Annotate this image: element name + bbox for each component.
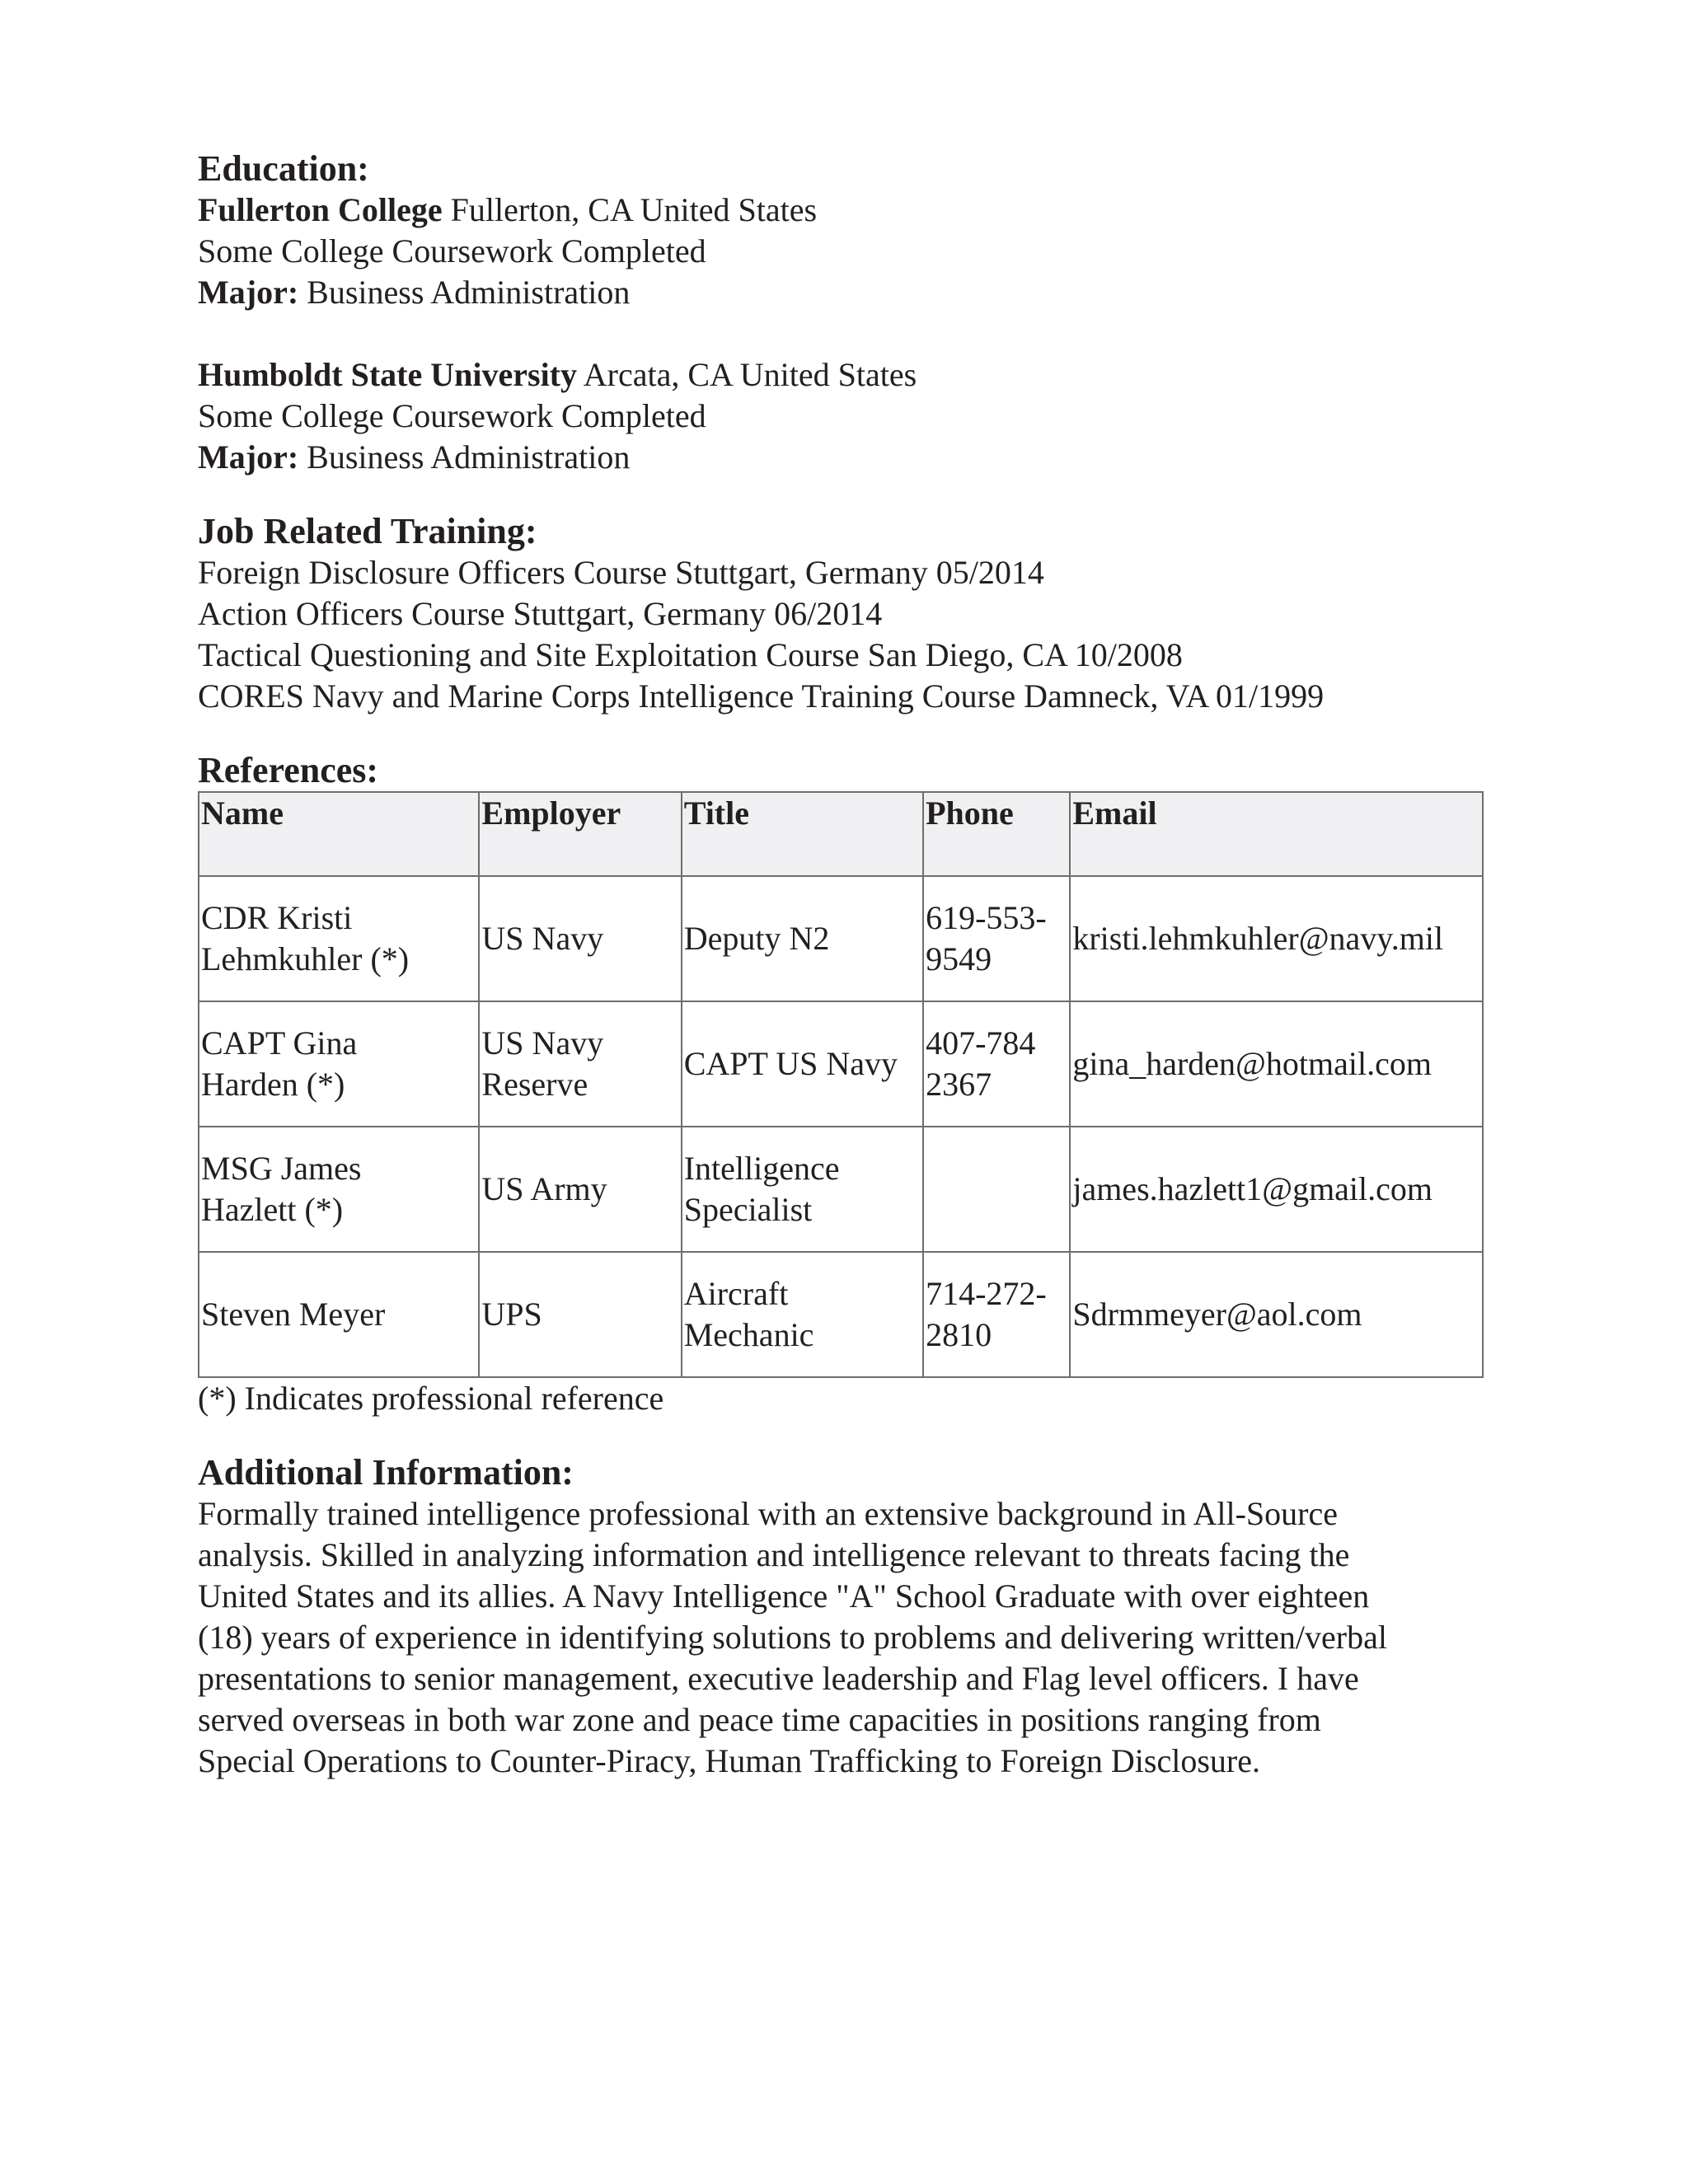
reference-employer: US Army — [479, 1127, 681, 1252]
education-section — [198, 148, 1484, 478]
paragraph-line: United States and its allies. A Navy Intelligence "A" School Graduate with over eighteen — [198, 1577, 1370, 1615]
education-status: Some College Coursework Completed — [198, 397, 706, 434]
reference-email: kristi.lehmkuhler@navy.mil — [1070, 876, 1483, 1001]
major-label: Major: — [198, 438, 299, 476]
reference-name: CAPT Gina Harden (*) — [199, 1001, 479, 1127]
table-row — [199, 876, 1483, 1001]
reference-title: Intelligence Specialist — [682, 1127, 923, 1252]
column-header-title: Title — [682, 792, 923, 876]
additional-section — [198, 1452, 1484, 1782]
school-name: Humboldt State University — [198, 356, 577, 393]
paragraph-line: Special Operations to Counter-Piracy, Human Trafficking to Foreign Disclosure. — [198, 1742, 1260, 1779]
training-section — [198, 511, 1484, 717]
paragraph-line: Formally trained intelligence professional with an extensive background in All-Source — [198, 1495, 1338, 1532]
references-table — [198, 791, 1484, 1378]
reference-employer: UPS — [479, 1252, 681, 1377]
column-header-phone: Phone — [923, 792, 1070, 876]
reference-title: Aircraft Mechanic — [682, 1252, 923, 1377]
school-location: Fullerton, CA United States — [450, 191, 818, 228]
additional-heading: Additional Information: — [198, 1452, 574, 1493]
reference-phone: 619-553- 9549 — [923, 876, 1070, 1001]
column-header-email: Email — [1070, 792, 1483, 876]
major-value: Business Administration — [307, 438, 631, 476]
paragraph-line: presentations to senior management, executive leadership and Flag level officers. I have — [198, 1660, 1359, 1697]
reference-phone: 407-784 2367 — [923, 1001, 1070, 1127]
reference-name: MSG James Hazlett (*) — [199, 1127, 479, 1252]
column-header-name: Name — [199, 792, 479, 876]
training-item: Foreign Disclosure Officers Course Stuttgart, Germany 05/2014 — [198, 554, 1044, 591]
reference-phone — [923, 1127, 1070, 1252]
reference-phone: 714-272- 2810 — [923, 1252, 1070, 1377]
paragraph-line: (18) years of experience in identifying solutions to problems and delivering written/verbal — [198, 1619, 1387, 1656]
paragraph-line: served overseas in both war zone and peace time capacities in positions ranging from — [198, 1701, 1321, 1738]
reference-email: james.hazlett1@gmail.com — [1070, 1127, 1483, 1252]
reference-email: Sdrmmeyer@aol.com — [1070, 1252, 1483, 1377]
education-entry — [198, 190, 1484, 313]
reference-employer: US Navy — [479, 876, 681, 1001]
references-footnote: (*) Indicates professional reference — [198, 1380, 664, 1417]
table-row — [199, 1127, 1483, 1252]
training-heading: Job Related Training: — [198, 511, 537, 551]
resume-page — [198, 148, 1484, 1782]
training-item: Tactical Questioning and Site Exploitation Course San Diego, CA 10/2008 — [198, 636, 1183, 673]
reference-email: gina_harden@hotmail.com — [1070, 1001, 1483, 1127]
references-heading: References: — [198, 750, 379, 790]
table-header-row — [199, 792, 1483, 876]
major-value: Business Administration — [307, 274, 631, 311]
major-label: Major: — [198, 274, 299, 311]
reference-employer: US Navy Reserve — [479, 1001, 681, 1127]
school-name: Fullerton College — [198, 191, 443, 228]
table-row — [199, 1001, 1483, 1127]
education-status: Some College Coursework Completed — [198, 232, 706, 269]
reference-title: Deputy N2 — [682, 876, 923, 1001]
paragraph-line: analysis. Skilled in analyzing information and intelligence relevant to threats facing the — [198, 1536, 1350, 1573]
additional-paragraph — [198, 1493, 1492, 1782]
education-heading: Education: — [198, 148, 369, 189]
table-row — [199, 1252, 1483, 1377]
education-entry — [198, 354, 1484, 478]
reference-name: Steven Meyer — [199, 1252, 479, 1377]
column-header-employer: Employer — [479, 792, 681, 876]
training-item: Action Officers Course Stuttgart, Germany 06/2014 — [198, 595, 883, 632]
reference-name: CDR Kristi Lehmkuhler (*) — [199, 876, 479, 1001]
reference-title: CAPT US Navy — [682, 1001, 923, 1127]
training-item: CORES Navy and Marine Corps Intelligence Training Course Damneck, VA 01/1999 — [198, 677, 1325, 715]
references-section — [198, 750, 1484, 1419]
school-location: Arcata, CA United States — [583, 356, 917, 393]
